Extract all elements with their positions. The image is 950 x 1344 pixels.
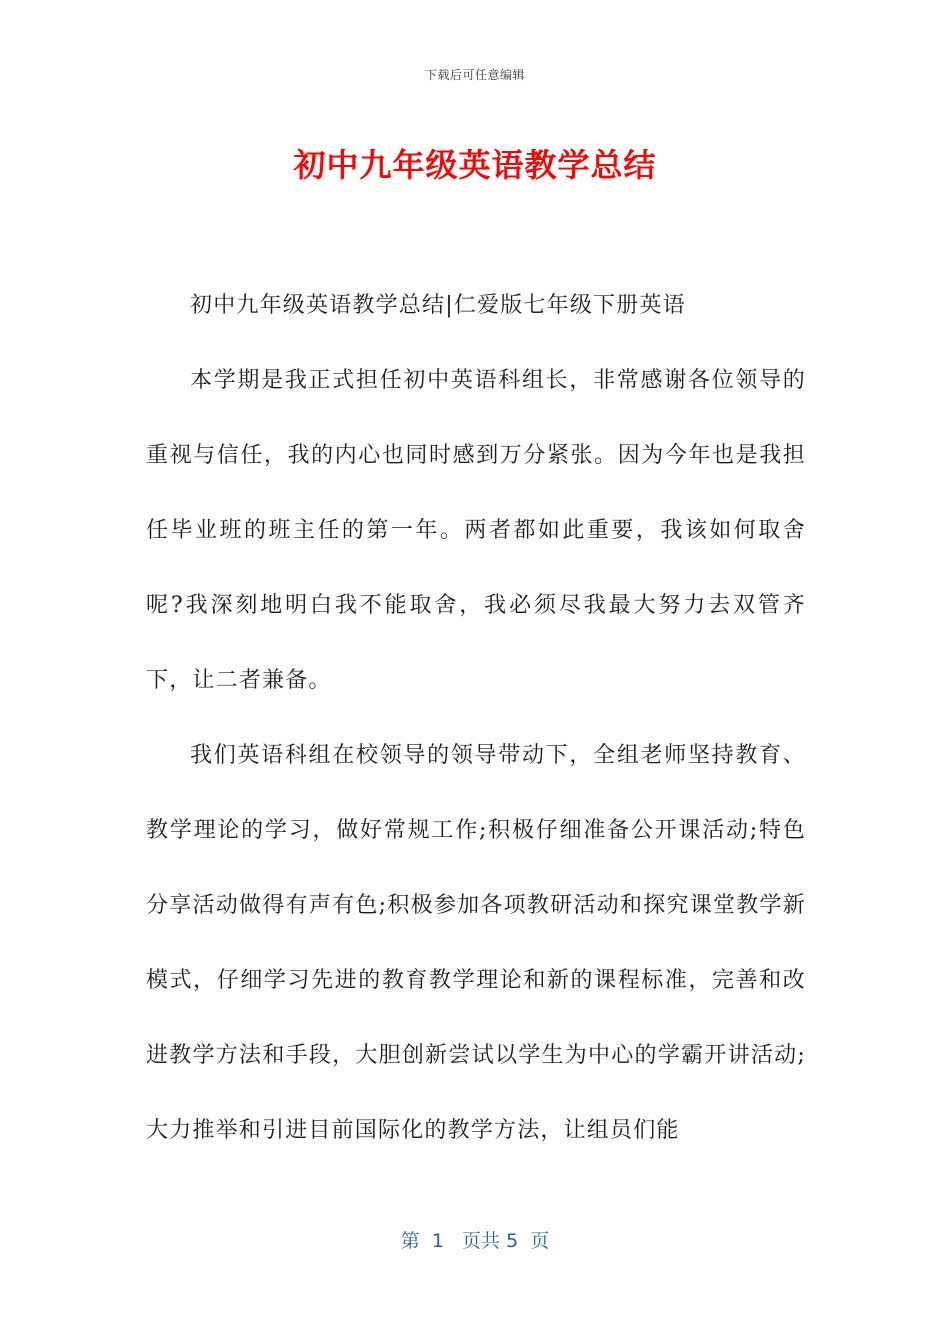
paragraph-subtitle: 初中九年级英语教学总结|仁爱版七年级下册英语 — [190, 293, 686, 318]
document-body — [146, 268, 806, 1168]
header-note: 下载后可任意编辑 — [424, 68, 525, 82]
page-number-footer: 第 1 页共 5 页 — [400, 1230, 550, 1252]
paragraph-2: 我们英语科组在校领导的领导带动下，全组老师坚持教育、教学理论的学习，做好常规工作;积极仔细准备公开课活动;特色分享活动做得有声有色;积极参加各项教研活动和探究课堂教学新模式，仔细学习先进的教育教学理论和新的课程标准，完善和改进教学方法和手段，大胆创新尝试以学生为中心的学霸开讲活动;大力推举和引进目前国际化的教学方法，让组员们能 — [146, 743, 806, 1143]
document-title: 初中九年级英语教学总结 — [293, 146, 657, 184]
paragraph-1: 本学期是我正式担任初中英语科组长，非常感谢各位领导的重视与信任，我的内心也同时感到万分紧张。因为今年也是我担任毕业班的班主任的第一年。两者都如此重要，我该如何取舍呢?我深刻地明白我不能取舍，我必须尽我最大努力去双管齐下，让二者兼备。 — [146, 368, 806, 693]
